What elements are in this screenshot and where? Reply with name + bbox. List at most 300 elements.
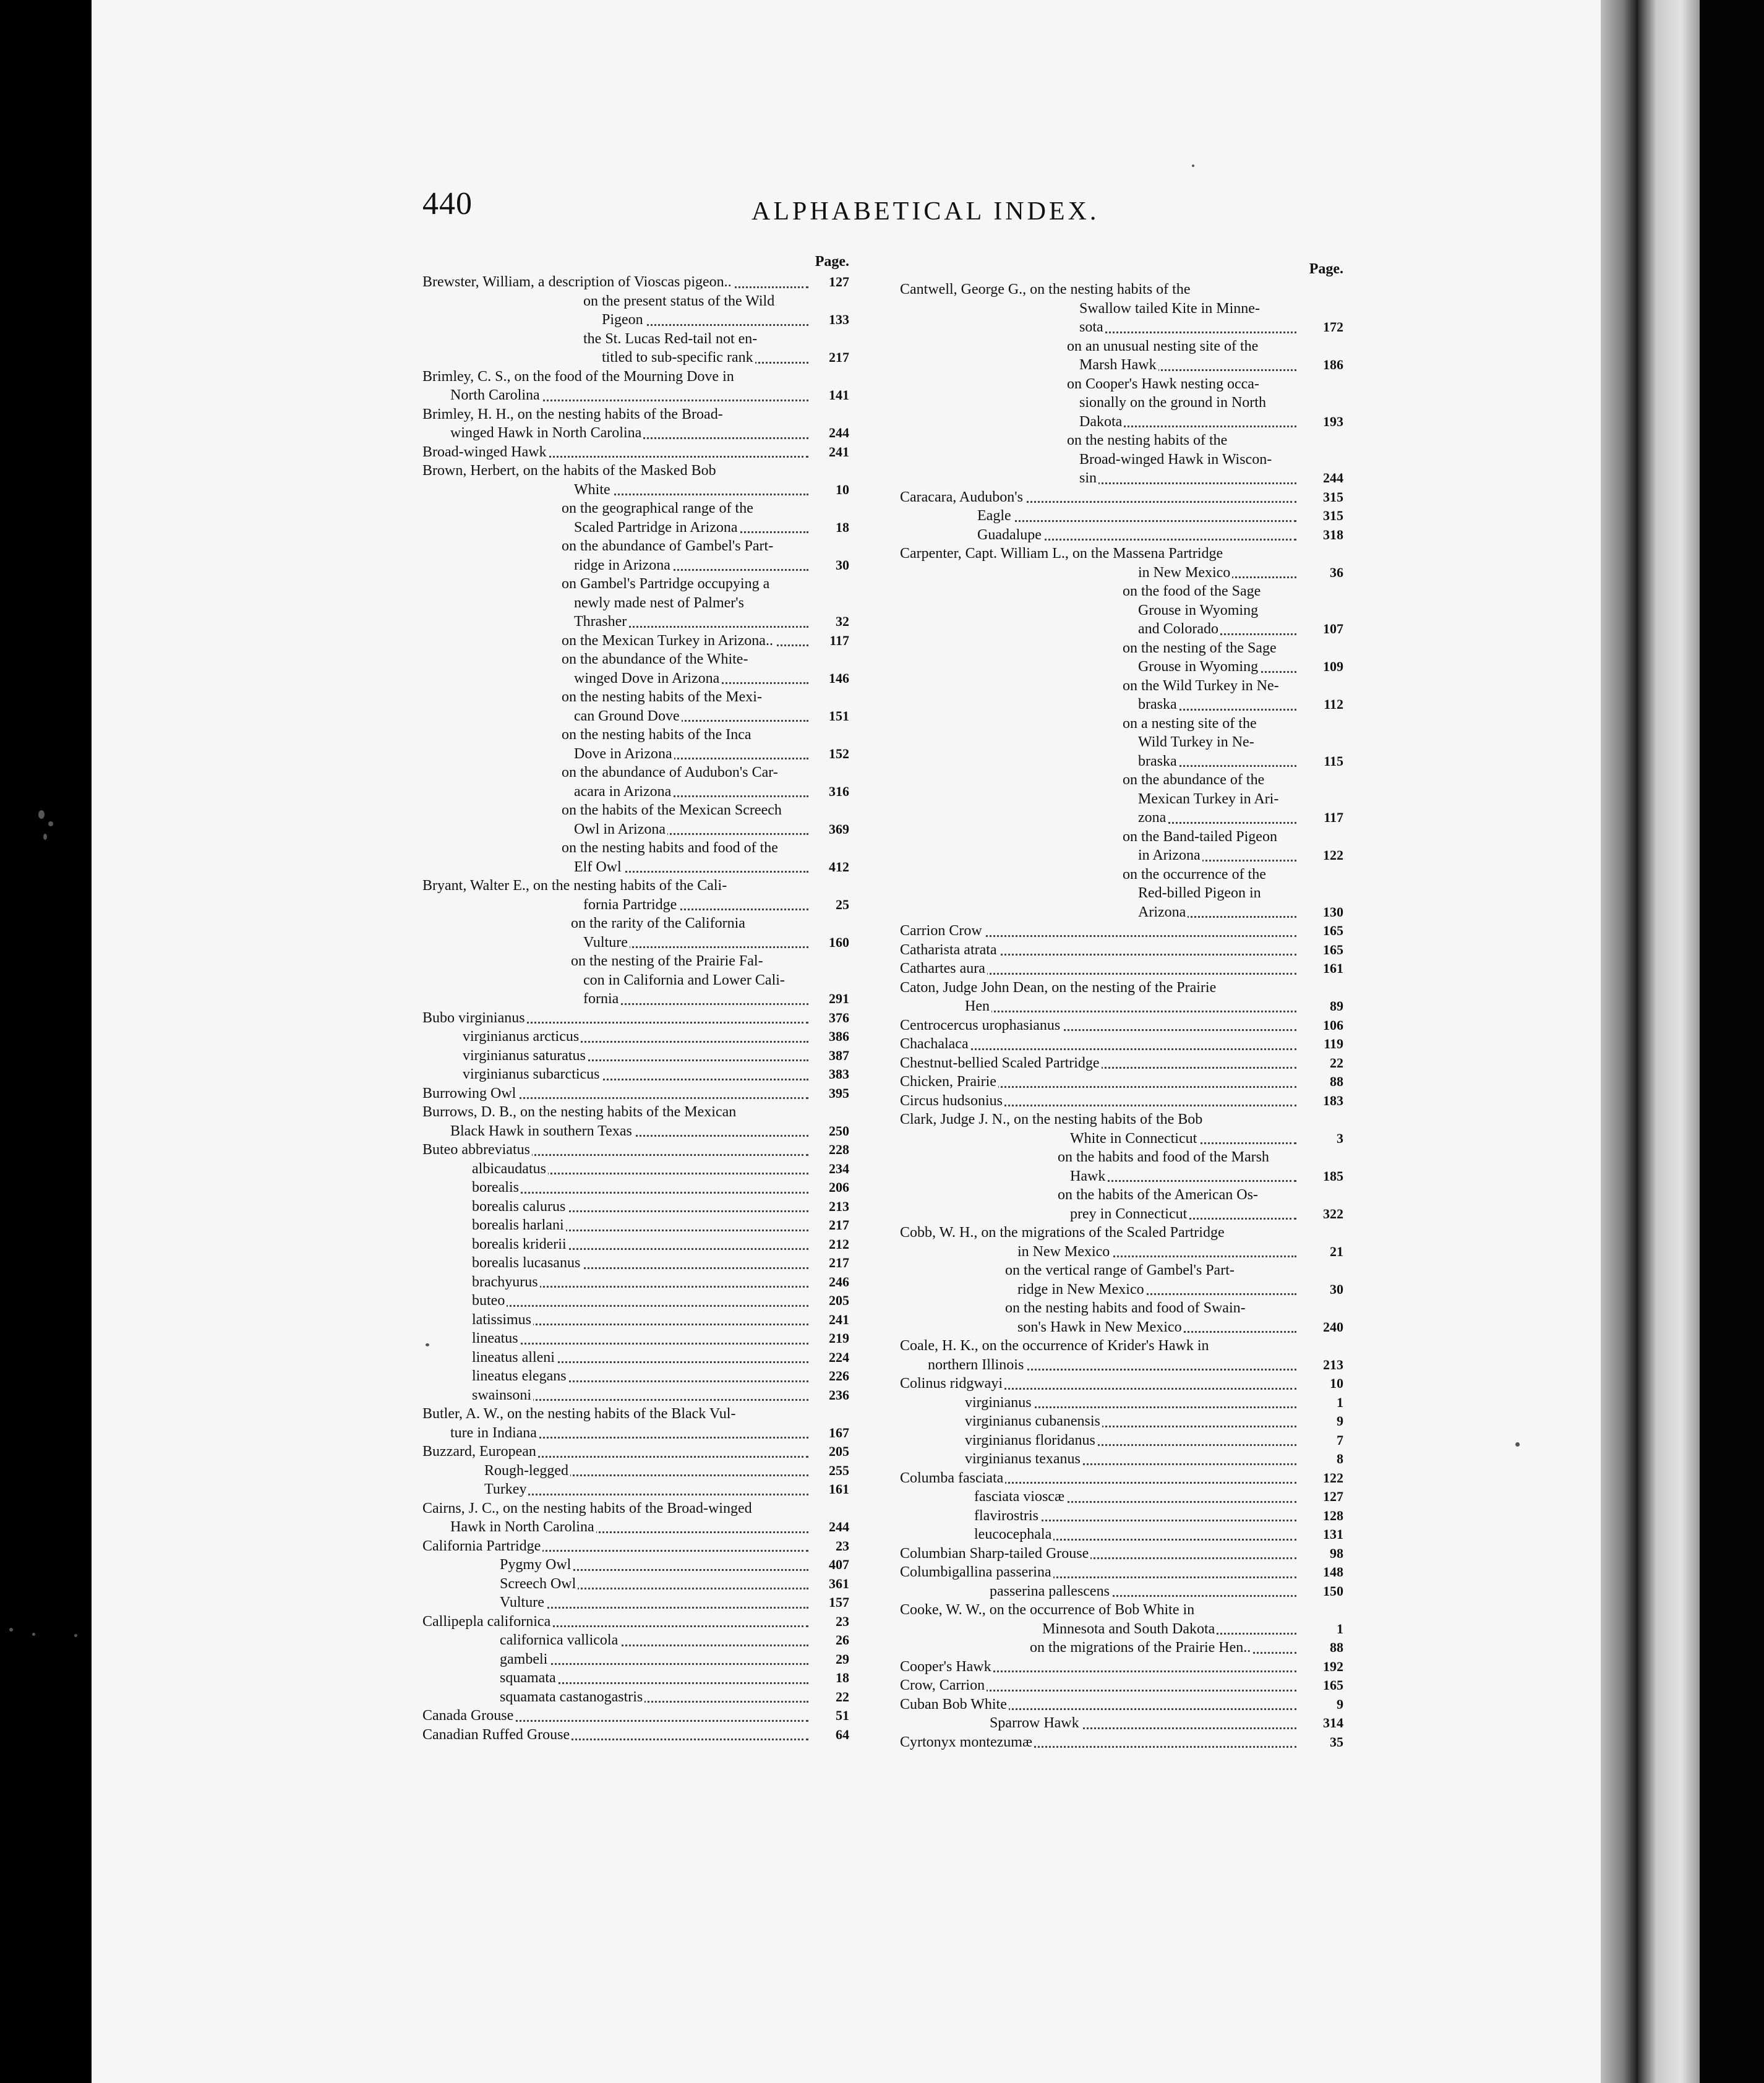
index-entry — [422, 782, 849, 802]
entry-page-number: 10 — [1330, 1375, 1343, 1391]
entry-page-number: 316 — [829, 783, 849, 799]
entry-text: californica vallicola — [500, 1632, 620, 1648]
right-entries — [900, 280, 1343, 1752]
entry-page-number: 30 — [1330, 1281, 1343, 1297]
entry-text: Pigeon — [602, 312, 645, 328]
index-entry — [900, 1393, 1343, 1413]
index-column-right — [900, 250, 1343, 1752]
entry-text: Grouse in Wyoming — [1138, 659, 1260, 675]
entry-text: borealis kriderii — [472, 1236, 568, 1252]
index-entry — [422, 612, 849, 631]
entry-page-number: 192 — [1323, 1658, 1343, 1674]
index-column-left — [422, 250, 849, 1744]
entry-text: on the present status of the Wild — [583, 293, 776, 309]
entry-page-number: 106 — [1323, 1017, 1343, 1033]
index-entry — [900, 299, 1343, 319]
entry-page-number: 112 — [1324, 696, 1343, 712]
entry-page-number: 240 — [1323, 1319, 1343, 1335]
entry-text: buteo — [472, 1293, 507, 1309]
index-entry — [900, 1356, 1343, 1375]
entry-text: Catharista atrata — [900, 942, 999, 958]
entry-page-number: 369 — [829, 821, 849, 837]
entry-text: lineatus elegans — [472, 1368, 568, 1384]
entry-text: White in Connecticut — [1070, 1131, 1199, 1147]
entry-text: Rough-legged — [484, 1463, 570, 1479]
entry-text: in Arizona — [1138, 847, 1202, 863]
entry-text: ridge in New Mexico — [1017, 1281, 1146, 1298]
index-entry — [900, 488, 1343, 507]
index-entry — [422, 461, 849, 481]
entry-page-number: 88 — [1330, 1074, 1343, 1089]
index-entry — [422, 876, 849, 896]
index-entry — [900, 1507, 1343, 1526]
entry-text: on the abundance of Audubon's Car- — [562, 764, 780, 781]
entry-page-number: 30 — [836, 557, 849, 573]
index-entry — [900, 1620, 1343, 1639]
index-entry — [900, 1167, 1343, 1186]
entry-text: Cuban Bob White — [900, 1696, 1009, 1713]
entry-text: Turkey — [484, 1481, 528, 1497]
index-entry — [422, 1160, 849, 1179]
entry-text: Callipepla californica — [422, 1614, 552, 1630]
entry-page-number: 107 — [1323, 621, 1343, 636]
index-entry — [900, 790, 1343, 809]
entry-page-number: 172 — [1323, 319, 1343, 335]
entry-text: borealis lucasanus — [472, 1255, 582, 1271]
entry-page-number: 412 — [829, 858, 849, 875]
entry-page-number: 9 — [1337, 1413, 1343, 1429]
index-entry — [422, 1575, 849, 1594]
index-entry — [900, 657, 1343, 677]
entry-text: Marsh Hawk — [1079, 357, 1158, 373]
entry-text: virginianus cubanensis — [965, 1413, 1102, 1429]
entry-text: Colinus ridgwayi — [900, 1375, 1004, 1392]
entry-page-number: 8 — [1337, 1451, 1343, 1466]
entry-page-number: 217 — [829, 1255, 849, 1270]
index-entry — [422, 1669, 849, 1688]
entry-text: Brimley, H. H., on the nesting habits of the Broad- — [422, 406, 725, 422]
entry-text: Owl in Arizona — [574, 821, 667, 837]
entry-page-number: 133 — [829, 312, 849, 327]
index-entry — [422, 405, 849, 424]
entry-text: Canadian Ruffed Grouse — [422, 1727, 572, 1743]
entry-page-number: 35 — [1330, 1734, 1343, 1750]
index-entry — [900, 941, 1343, 960]
index-entry — [422, 707, 849, 726]
entry-page-number: 146 — [829, 670, 849, 686]
next-page-edge — [1638, 0, 1700, 2083]
entry-text: Caton, Judge John Dean, on the nesting of the Prairie — [900, 980, 1218, 996]
entry-text: on the rarity of the California — [571, 915, 747, 931]
entry-text: Chachalaca — [900, 1036, 970, 1052]
index-entry — [422, 1612, 849, 1632]
index-entry — [900, 1431, 1343, 1450]
entry-text: sionally on the ground in North — [1079, 395, 1268, 411]
entry-text: swainsoni — [472, 1387, 533, 1403]
entry-text: North Carolina — [450, 387, 542, 403]
index-entry — [900, 280, 1343, 299]
entry-page-number: 88 — [1330, 1640, 1343, 1655]
index-entry — [422, 556, 849, 575]
entry-page-number: 226 — [829, 1368, 849, 1384]
entry-page-number: 98 — [1330, 1545, 1343, 1561]
entry-page-number: 29 — [836, 1651, 849, 1667]
entry-page-number: 130 — [1323, 904, 1343, 920]
entry-text: Screech Owl — [500, 1576, 578, 1592]
index-entry — [422, 1122, 849, 1141]
entry-text: on the food of the Sage — [1123, 583, 1262, 599]
index-entry — [900, 1676, 1343, 1695]
index-entry — [900, 1110, 1343, 1129]
entry-text: on the Band-tailed Pigeon — [1123, 829, 1279, 845]
entry-text: Broad-winged Hawk in Wiscon- — [1079, 451, 1274, 468]
index-entry — [422, 1254, 849, 1273]
index-entry — [422, 725, 849, 745]
index-entry — [900, 677, 1343, 696]
index-entry — [900, 1638, 1343, 1657]
entry-text: braska — [1138, 696, 1179, 712]
index-entry — [422, 858, 849, 877]
entry-text: on the abundance of Gambel's Part- — [562, 538, 775, 554]
entry-text: virginianus — [965, 1395, 1034, 1411]
scan-border — [1700, 0, 1764, 2083]
index-entry — [422, 386, 849, 405]
page-column-header: Page. — [1309, 261, 1343, 277]
entry-text: on a nesting site of the — [1123, 716, 1259, 732]
entry-text: on the nesting habits of the Inca — [562, 727, 753, 743]
entry-text: White — [574, 482, 612, 498]
entry-text: Circus hudsonius — [900, 1093, 1004, 1109]
index-entry — [422, 348, 849, 367]
entry-text: on the nesting habits of the — [1067, 432, 1229, 448]
index-entry — [422, 575, 849, 594]
entry-text: on the nesting habits and food of the — [562, 840, 780, 856]
entry-text: borealis harlani — [472, 1217, 566, 1233]
entry-page-number: 234 — [829, 1160, 849, 1176]
entry-text: Buzzard, European — [422, 1444, 538, 1460]
entry-text: Burrows, D. B., on the nesting habits of the Mexican — [422, 1104, 738, 1120]
entry-text: on the occurrence of the — [1123, 866, 1268, 883]
index-entry — [900, 1544, 1343, 1563]
index-entry — [900, 1412, 1343, 1431]
entry-page-number: 213 — [829, 1198, 849, 1214]
index-entry — [900, 1261, 1343, 1280]
entry-page-number: 18 — [836, 1670, 849, 1685]
entry-page-number: 315 — [1323, 489, 1343, 505]
index-entry — [900, 582, 1343, 601]
index-entry — [422, 1009, 849, 1028]
index-entry — [422, 1706, 849, 1726]
entry-page-number: 152 — [829, 745, 849, 761]
index-entry — [422, 1046, 849, 1066]
entry-page-number: 236 — [829, 1387, 849, 1403]
entry-page-number: 36 — [1330, 564, 1343, 580]
page-column-header: Page. — [815, 254, 849, 270]
index-entry — [900, 1035, 1343, 1054]
index-entry — [422, 1480, 849, 1499]
entry-text: Brewster, William, a description of Vioscas pigeon.. — [422, 274, 734, 290]
entry-text: squamata castanogastris — [500, 1689, 644, 1705]
index-entry — [900, 1016, 1343, 1035]
index-entry — [422, 1197, 849, 1217]
entry-text: sin — [1079, 470, 1098, 486]
entry-text: newly made nest of Palmer's — [574, 595, 746, 611]
entry-text: Cobb, W. H., on the migrations of the Scaled Partridge — [900, 1225, 1227, 1241]
index-entry — [900, 978, 1343, 998]
index-entry — [422, 1140, 849, 1160]
entry-page-number: 161 — [1323, 960, 1343, 976]
entry-text: in New Mexico — [1017, 1244, 1111, 1260]
index-entry — [422, 933, 849, 952]
entry-page-number: 205 — [829, 1293, 849, 1308]
entry-text: Eagle — [977, 508, 1013, 524]
index-entry — [900, 695, 1343, 714]
entry-text: on the habits and food of the Marsh — [1058, 1149, 1271, 1165]
entry-page-number: 3 — [1337, 1130, 1343, 1146]
entry-page-number: 21 — [1330, 1243, 1343, 1259]
index-entry — [422, 1386, 849, 1405]
entry-text: Hawk — [1070, 1168, 1107, 1184]
index-entry — [900, 1223, 1343, 1243]
index-entry — [900, 1733, 1343, 1752]
index-entry — [422, 1461, 849, 1481]
index-entry — [422, 310, 849, 330]
index-entry — [900, 375, 1343, 394]
entry-page-number: 89 — [1330, 998, 1343, 1014]
index-entry — [900, 846, 1343, 865]
entry-page-number: 161 — [829, 1481, 849, 1497]
entry-page-number: 22 — [836, 1688, 849, 1704]
entry-page-number: 119 — [1324, 1036, 1343, 1051]
entry-text: Carrion Crow — [900, 923, 984, 939]
index-entry — [900, 1280, 1343, 1299]
entry-text: on Cooper's Hawk nesting occa- — [1067, 376, 1261, 392]
index-entry — [900, 1129, 1343, 1148]
entry-text: on the abundance of the White- — [562, 651, 750, 667]
index-entry — [900, 1243, 1343, 1262]
entry-page-number: 26 — [836, 1632, 849, 1648]
entry-text: Minnesota and South Dakota — [1042, 1621, 1217, 1637]
entry-text: Arizona — [1138, 904, 1188, 920]
index-entry — [422, 745, 849, 764]
index-entry — [422, 1518, 849, 1537]
entry-page-number: 228 — [829, 1142, 849, 1157]
entry-text: Red-billed Pigeon in — [1138, 885, 1263, 901]
entry-text: Broad-winged Hawk — [422, 444, 549, 460]
index-entry — [900, 1487, 1343, 1507]
entry-text: gambeli — [500, 1651, 549, 1667]
index-entry — [422, 1103, 849, 1122]
entry-page-number: 183 — [1323, 1092, 1343, 1108]
index-entry — [900, 1450, 1343, 1469]
entry-text: Mexican Turkey in Ari- — [1138, 791, 1280, 807]
index-entry — [422, 990, 849, 1009]
entry-page-number: 255 — [829, 1462, 849, 1478]
index-entry — [422, 1065, 849, 1084]
entry-text: on the Wild Turkey in Ne- — [1123, 678, 1281, 694]
index-entry — [422, 367, 849, 387]
index-entry — [900, 1092, 1343, 1111]
entry-text: borealis — [472, 1179, 521, 1195]
entry-text: Buteo abbreviatus — [422, 1142, 532, 1158]
page-number: 440 — [422, 186, 473, 221]
index-entry — [422, 820, 849, 839]
entry-text: virginianus arcticus — [463, 1029, 581, 1045]
index-entry — [422, 1273, 849, 1292]
entry-page-number: 186 — [1323, 357, 1343, 372]
entry-page-number: 150 — [1323, 1583, 1343, 1599]
entry-page-number: 165 — [1323, 923, 1343, 938]
entry-page-number: 322 — [1323, 1205, 1343, 1221]
index-entry — [900, 1582, 1343, 1601]
entry-page-number: 117 — [1324, 810, 1343, 825]
entry-text: con in California and Lower Cali- — [583, 972, 787, 988]
index-entry — [900, 733, 1343, 752]
entry-text: on the nesting habits of the Mexi- — [562, 689, 764, 705]
index-entry — [900, 601, 1343, 620]
entry-text: Dove in Arizona — [574, 746, 674, 762]
entry-page-number: 18 — [836, 519, 849, 535]
entry-page-number: 167 — [829, 1424, 849, 1440]
index-entry — [422, 1593, 849, 1612]
index-entry — [422, 1555, 849, 1575]
entry-page-number: 395 — [829, 1085, 849, 1101]
entry-text: braska — [1138, 753, 1179, 769]
entry-page-number: 160 — [829, 934, 849, 950]
entry-text: latissimus — [472, 1312, 533, 1328]
index-entry — [422, 971, 849, 990]
entry-text: borealis calurus — [472, 1199, 567, 1215]
entry-text: on an unusual nesting site of the — [1067, 338, 1260, 354]
entry-text: prey in Connecticut — [1070, 1206, 1189, 1222]
entry-text: on the habits of the American Os- — [1058, 1187, 1260, 1203]
entry-page-number: 386 — [829, 1029, 849, 1044]
entry-page-number: 244 — [829, 1519, 849, 1534]
entry-page-number: 165 — [1323, 1677, 1343, 1693]
index-entry — [422, 914, 849, 933]
entry-text: Columbigallina passerina — [900, 1564, 1053, 1580]
index-entry — [900, 356, 1343, 375]
entry-text: in New Mexico — [1138, 565, 1232, 581]
entry-page-number: 224 — [829, 1349, 849, 1365]
index-entry — [422, 763, 849, 782]
entry-page-number: 387 — [829, 1047, 849, 1063]
entry-page-number: 376 — [829, 1009, 849, 1025]
entry-text: Scaled Partridge in Arizona — [574, 520, 740, 536]
entry-text: Centrocercus urophasianus — [900, 1017, 1062, 1033]
entry-text: on the geographical range of the — [562, 500, 755, 516]
entry-text: virginianus floridanus — [965, 1432, 1097, 1448]
index-entry — [900, 828, 1343, 847]
entry-page-number: 212 — [829, 1236, 849, 1252]
entry-page-number: 128 — [1323, 1507, 1343, 1523]
entry-text: Carpenter, Capt. William L., on the Massena Partridge — [900, 545, 1225, 562]
index-entry — [422, 1216, 849, 1235]
entry-text: Vulture — [583, 935, 630, 951]
entry-text: lineatus — [472, 1330, 520, 1346]
entry-text: albicaudatus — [472, 1161, 548, 1177]
index-entry — [900, 922, 1343, 941]
entry-text: on the Mexican Turkey in Arizona.. — [562, 633, 775, 649]
entry-page-number: 217 — [829, 1217, 849, 1233]
index-entry — [422, 481, 849, 500]
entry-text: zona — [1138, 810, 1168, 826]
index-entry — [900, 1299, 1343, 1318]
entry-text: Vulture — [500, 1594, 546, 1610]
index-entry — [900, 1525, 1343, 1544]
index-entry — [900, 639, 1343, 658]
index-entry — [422, 1650, 849, 1669]
entry-text: acara in Arizona — [574, 784, 673, 800]
entry-page-number: 157 — [829, 1594, 849, 1610]
entry-page-number: 151 — [829, 708, 849, 724]
entry-text: virginianus subarcticus — [463, 1066, 602, 1082]
entry-text: Cooper's Hawk — [900, 1659, 993, 1675]
entry-page-number: 407 — [829, 1557, 849, 1572]
entry-text: Hen — [965, 998, 991, 1014]
entry-page-number: 241 — [829, 1311, 849, 1327]
index-entry — [900, 1318, 1343, 1337]
index-entry — [422, 1688, 849, 1707]
index-entry — [422, 896, 849, 915]
index-entry — [900, 431, 1343, 450]
index-entry — [900, 1148, 1343, 1167]
entry-page-number: 383 — [829, 1066, 849, 1082]
entry-page-number: 219 — [829, 1330, 849, 1346]
entry-page-number: 314 — [1323, 1715, 1343, 1730]
entry-text: Swallow tailed Kite in Minne- — [1079, 301, 1262, 317]
index-entry — [900, 544, 1343, 563]
index-entry — [900, 1714, 1343, 1733]
index-entry — [900, 1337, 1343, 1356]
entry-page-number: 32 — [836, 614, 849, 629]
entry-text: and Colorado — [1138, 621, 1220, 637]
entry-page-number: 361 — [829, 1575, 849, 1591]
index-entry — [422, 1631, 849, 1650]
index-entry — [422, 801, 849, 820]
index-entry — [422, 1348, 849, 1367]
entry-text: Guadalupe — [977, 527, 1043, 543]
index-entry — [900, 1657, 1343, 1677]
index-entry — [422, 330, 849, 349]
entry-text: Chicken, Prairie — [900, 1074, 998, 1090]
entry-text: Columbian Sharp-tailed Grouse — [900, 1546, 1090, 1562]
entry-text: on Gambel's Partridge occupying a — [562, 576, 771, 592]
entry-text: on the vertical range of Gambel's Part- — [1005, 1262, 1236, 1278]
entry-text: Clark, Judge J. N., on the nesting habits of the Bob — [900, 1111, 1204, 1127]
entry-text: Cathartes aura — [900, 960, 987, 977]
entry-text: Crow, Carrion — [900, 1677, 987, 1693]
entry-text: brachyurus — [472, 1274, 540, 1290]
entry-text: Hawk in North Carolina — [450, 1519, 596, 1535]
entry-page-number: 318 — [1323, 526, 1343, 542]
entry-text: Columba fasciata — [900, 1470, 1005, 1486]
entry-page-number: 115 — [1324, 753, 1343, 769]
entry-text: Pygmy Owl — [500, 1557, 573, 1573]
index-entry — [900, 903, 1343, 922]
index-entry — [422, 1235, 849, 1254]
entry-page-number: 127 — [1323, 1489, 1343, 1504]
index-entry — [422, 1178, 849, 1197]
entry-page-number: 122 — [1323, 1469, 1343, 1486]
entry-page-number: 117 — [829, 632, 849, 648]
entry-text: virginianus saturatus — [463, 1048, 588, 1064]
index-entry — [900, 1054, 1343, 1073]
index-entry — [422, 688, 849, 707]
entry-text: squamata — [500, 1670, 558, 1686]
index-entry — [422, 1499, 849, 1518]
entry-text: sota — [1079, 319, 1105, 335]
